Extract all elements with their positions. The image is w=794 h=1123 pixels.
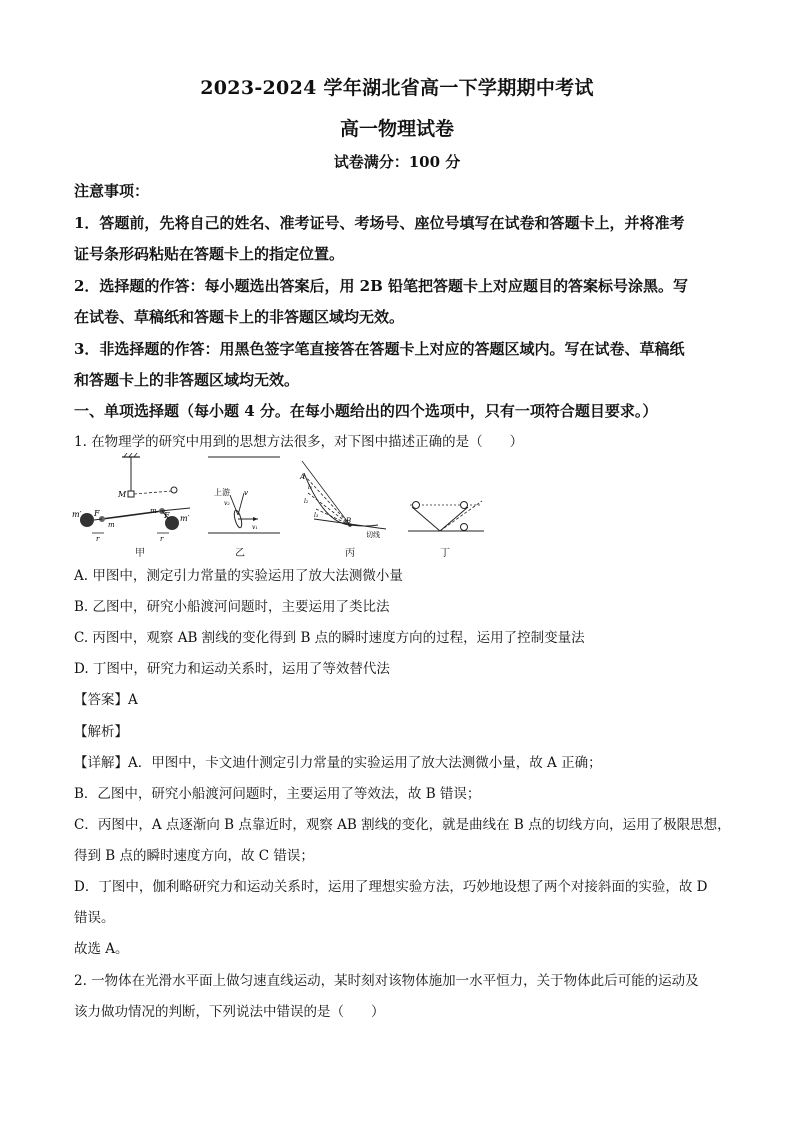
q1-figure-jia: [72, 453, 202, 555]
notice-item-2-line-2: 在试卷、草稿纸和答题卡上的非答题区域均无效。: [74, 308, 405, 326]
label-m-left: m: [108, 521, 115, 529]
q1-option-a: A. 甲图中，测定引力常量的实验运用了放大法测微小量: [74, 568, 403, 584]
notice-item-3-line-2: 和答题卡上的非答题区域均无效。: [74, 371, 300, 389]
q1-option-b: B. 乙图中，研究小船渡河问题时，主要运用了类比法: [74, 599, 390, 615]
notice-item-2-line-1: 2．选择题的作答：每小题选出答案后，用 2B 铅笔把答题卡上对应题目的答案标号涂黑。写: [74, 277, 689, 295]
label-upstream: 上游: [214, 488, 230, 497]
caption-yi: 乙: [235, 548, 245, 559]
label-r-left: r: [96, 535, 100, 543]
inclined-plane-diagram: [406, 453, 486, 543]
notice-item-1-line-2: 证号条形码粘贴在答题卡上的指定位置。: [74, 245, 345, 263]
q1-detail-line-6: 错误。: [74, 910, 115, 926]
label-v2: v₂: [224, 500, 230, 507]
q1-detail-line-1: 【详解】A．甲图中，卡文迪什测定引力常量的实验运用了放大法测微小量，故 A 正确；: [74, 755, 602, 771]
label-m-right: m: [150, 507, 157, 515]
river-crossing-diagram: [206, 453, 282, 543]
label-r-right: r: [160, 535, 164, 543]
label-tangent: 切线: [366, 531, 380, 539]
caption-jia: 甲: [135, 548, 145, 559]
q1-answer: [74, 690, 726, 710]
notice-item-1-line-1: 1．答题前，先将自己的姓名、准考证号、考场号、座位号填写在试卷和答题卡上，并将准考: [74, 214, 685, 232]
label-v: v: [244, 489, 248, 497]
caption-ding: 丁: [440, 548, 450, 559]
label-m-prime-right: m′: [180, 514, 190, 523]
label-B: B: [346, 517, 352, 525]
torsion-balance-diagram: [72, 453, 202, 543]
label-A: A: [300, 473, 306, 481]
q1-analysis-tag: 【解析】: [74, 724, 128, 740]
q1-option-d: D. 丁图中，研究力和运动关系时，运用了等效替代法: [74, 661, 390, 677]
label-m-prime-left: m′: [72, 510, 82, 519]
q2-stem-line-2: 该力做功情况的判断，下列说法中错误的是（ ）: [74, 1004, 385, 1020]
q1-figure-bing: [294, 453, 394, 555]
label-l2: l₂: [304, 498, 309, 505]
secant-tangent-diagram: [294, 453, 394, 543]
q1-stem: 1. 在物理学的研究中用到的思想方法很多，对下图中描述正确的是（ ）: [74, 434, 524, 450]
q1-option-c: C. 丙图中，观察 AB 割线的变化得到 B 点的瞬时速度方向的过程，运用了控制变量法: [74, 630, 585, 646]
label-F-right: F: [164, 511, 170, 520]
label-F-left: F: [94, 509, 100, 518]
exam-title: 2023-2024 学年湖北省高一下学期期中考试: [200, 77, 594, 99]
q1-figure-ding: [406, 453, 486, 555]
q1-detail-line-5: D．丁图中，伽利略研究力和运动关系时，运用了理想实验方法，巧妙地设想了两个对接斜面的实验，故 D: [74, 879, 708, 895]
exam-score: 试卷满分：100 分: [333, 153, 461, 171]
notice-item-3-line-1: 3．非选择题的作答：用黑色签字笔直接答在答题卡上对应的答题区域内。写在试卷、草稿纸: [74, 340, 685, 358]
section-1-heading: 一、单项选择题（每小题 4 分。在每小题给出的四个选项中，只有一项符合题目要求。）: [74, 402, 658, 420]
notice-heading: 注意事项：: [74, 182, 150, 200]
q1-detail-line-3: C．丙图中，A 点逐渐向 B 点靠近时，观察 AB 割线的变化，就是曲线在 B 点的切线方向，运用了极限思想，: [74, 817, 731, 833]
label-l1: l₁: [308, 484, 313, 491]
q1-figure-yi: [206, 453, 282, 555]
label-l3: l₃: [314, 512, 319, 519]
q1-detail-line-2: B．乙图中，研究小船渡河问题时，主要运用了等效法，故 B 错误；: [74, 786, 481, 802]
answer-value: A: [128, 692, 138, 708]
q1-detail-line-4: 得到 B 点的瞬时速度方向，故 C 错误；: [74, 848, 314, 864]
answer-tag: 【答案】: [74, 692, 128, 708]
label-M: M: [118, 490, 127, 499]
q2-stem-line-1: 2. 一物体在光滑水平面上做匀速直线运动，某时刻对该物体施加一水平恒力，关于物体此后可能的运动及: [74, 973, 699, 989]
caption-bing: 丙: [345, 548, 355, 559]
exam-subtitle: 高一物理试卷: [339, 118, 454, 140]
q1-detail-line-7: 故选 A。: [74, 941, 129, 957]
label-v1: v₁: [252, 524, 258, 531]
